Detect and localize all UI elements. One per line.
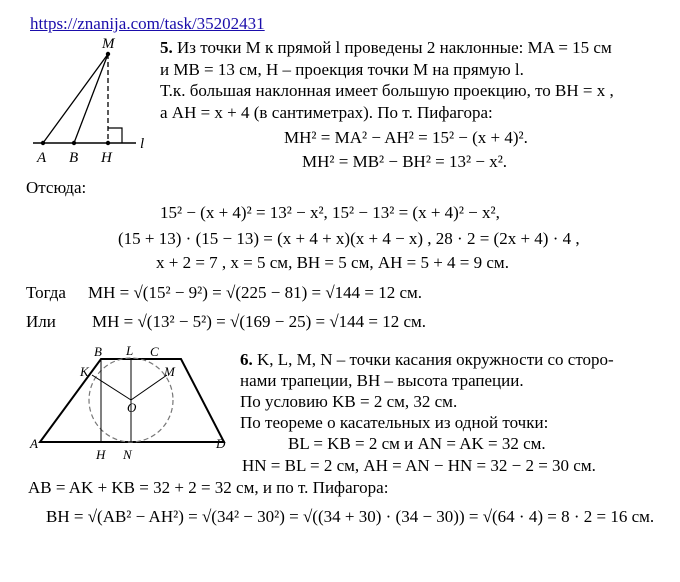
p6-line4: По теореме о касательных из одной точки:	[240, 413, 549, 432]
label-H2: H	[96, 447, 106, 462]
p5-then-eq: MH = √(15² − 9²) = √(225 − 81) = √144 = 12 см.	[88, 283, 423, 302]
p6-line2: нами трапеции, BH – высота трапеции.	[240, 371, 524, 390]
p6-final: BH = √(AB² − AH²) = √(34² − 30²) = √((34 + 30) · (34 − 30)) = √(64 · 4) = 8 · 2 = 16 см.	[46, 507, 655, 526]
point-B	[72, 141, 76, 145]
point-H	[106, 141, 110, 145]
p6-line7: AB = AK + KB = 32 + 2 = 32 см, и по т. Пифагора:	[28, 478, 389, 497]
label-D: D	[216, 436, 226, 451]
label-l: l	[140, 136, 145, 152]
p5-line4: а AH = x + 4 (в сантиметрах). По т. Пифагора:	[160, 103, 493, 122]
segment-MB	[74, 54, 108, 143]
p5-or-word: Или	[26, 312, 56, 331]
p5-eq4: (15 + 13) · (15 − 13) = (x + 4 + x)(x + 4 − x) , 28 · 2 = (2x + 4) · 4 ,	[118, 229, 580, 248]
label-M2: M	[164, 364, 175, 379]
label-N: N	[123, 447, 132, 462]
p5-line1-text: Из точки M к прямой l проведены 2 наклонные: MA = 15 см	[177, 38, 612, 57]
p5-line2: и MB = 13 см, H – проекция точки M на прямую l.	[160, 60, 524, 79]
label-C: C	[150, 344, 159, 359]
segment-MA	[43, 54, 108, 143]
point-M	[106, 52, 110, 56]
figure-inclined-lines	[28, 36, 158, 168]
label-A: A	[37, 150, 47, 166]
p6-line6: HN = BL = 2 см, AH = AN − HN = 32 − 2 = 30 см.	[242, 456, 596, 475]
p5-line3: Т.к. большая наклонная имеет большую проекцию, то BH = x ,	[160, 81, 614, 100]
p5-line1	[160, 38, 612, 58]
label-B: B	[69, 150, 79, 166]
label-H: H	[101, 150, 112, 166]
p5-then-word: Тогда	[26, 283, 66, 302]
label-M: M	[102, 36, 115, 52]
p6-line3: По условию KB = 2 см, 32 см.	[240, 392, 458, 411]
label-A2: A	[30, 436, 38, 451]
point-A	[41, 141, 45, 145]
radius-OK	[92, 375, 131, 400]
radius-OM	[131, 375, 167, 400]
p5-hence: Отсюда:	[26, 178, 87, 197]
p6-line1	[240, 350, 614, 370]
p5-number: 5.	[160, 38, 173, 57]
right-angle-mark	[108, 128, 122, 143]
label-O: O	[127, 400, 137, 415]
label-L: L	[126, 343, 134, 358]
label-B2: B	[94, 344, 102, 359]
p5-eq2: MH² = MB² − BH² = 13² − x².	[302, 152, 508, 171]
p6-number: 6.	[240, 350, 253, 369]
figure-trapezoid	[26, 342, 236, 467]
p5-or-eq: MH = √(13² − 5²) = √(169 − 25) = √144 = 12 см.	[92, 312, 427, 331]
source-link[interactable]: https://znanija.com/task/35202431	[30, 14, 265, 33]
label-K: K	[80, 364, 89, 379]
p5-eq5: x + 2 = 7 , x = 5 см, BH = 5 см, AH = 5 + 4 = 9 см.	[156, 253, 509, 272]
p5-eq3: 15² − (x + 4)² = 13² − x², 15² − 13² = (x + 4)² − x²,	[160, 203, 500, 222]
p6-line5: BL = KB = 2 см и AN = AK = 32 см.	[288, 434, 546, 453]
p5-eq1: MH² = MA² − AH² = 15² − (x + 4)².	[284, 128, 528, 147]
p6-line1-text: K, L, M, N – точки касания окружности со сторо-	[257, 350, 614, 369]
